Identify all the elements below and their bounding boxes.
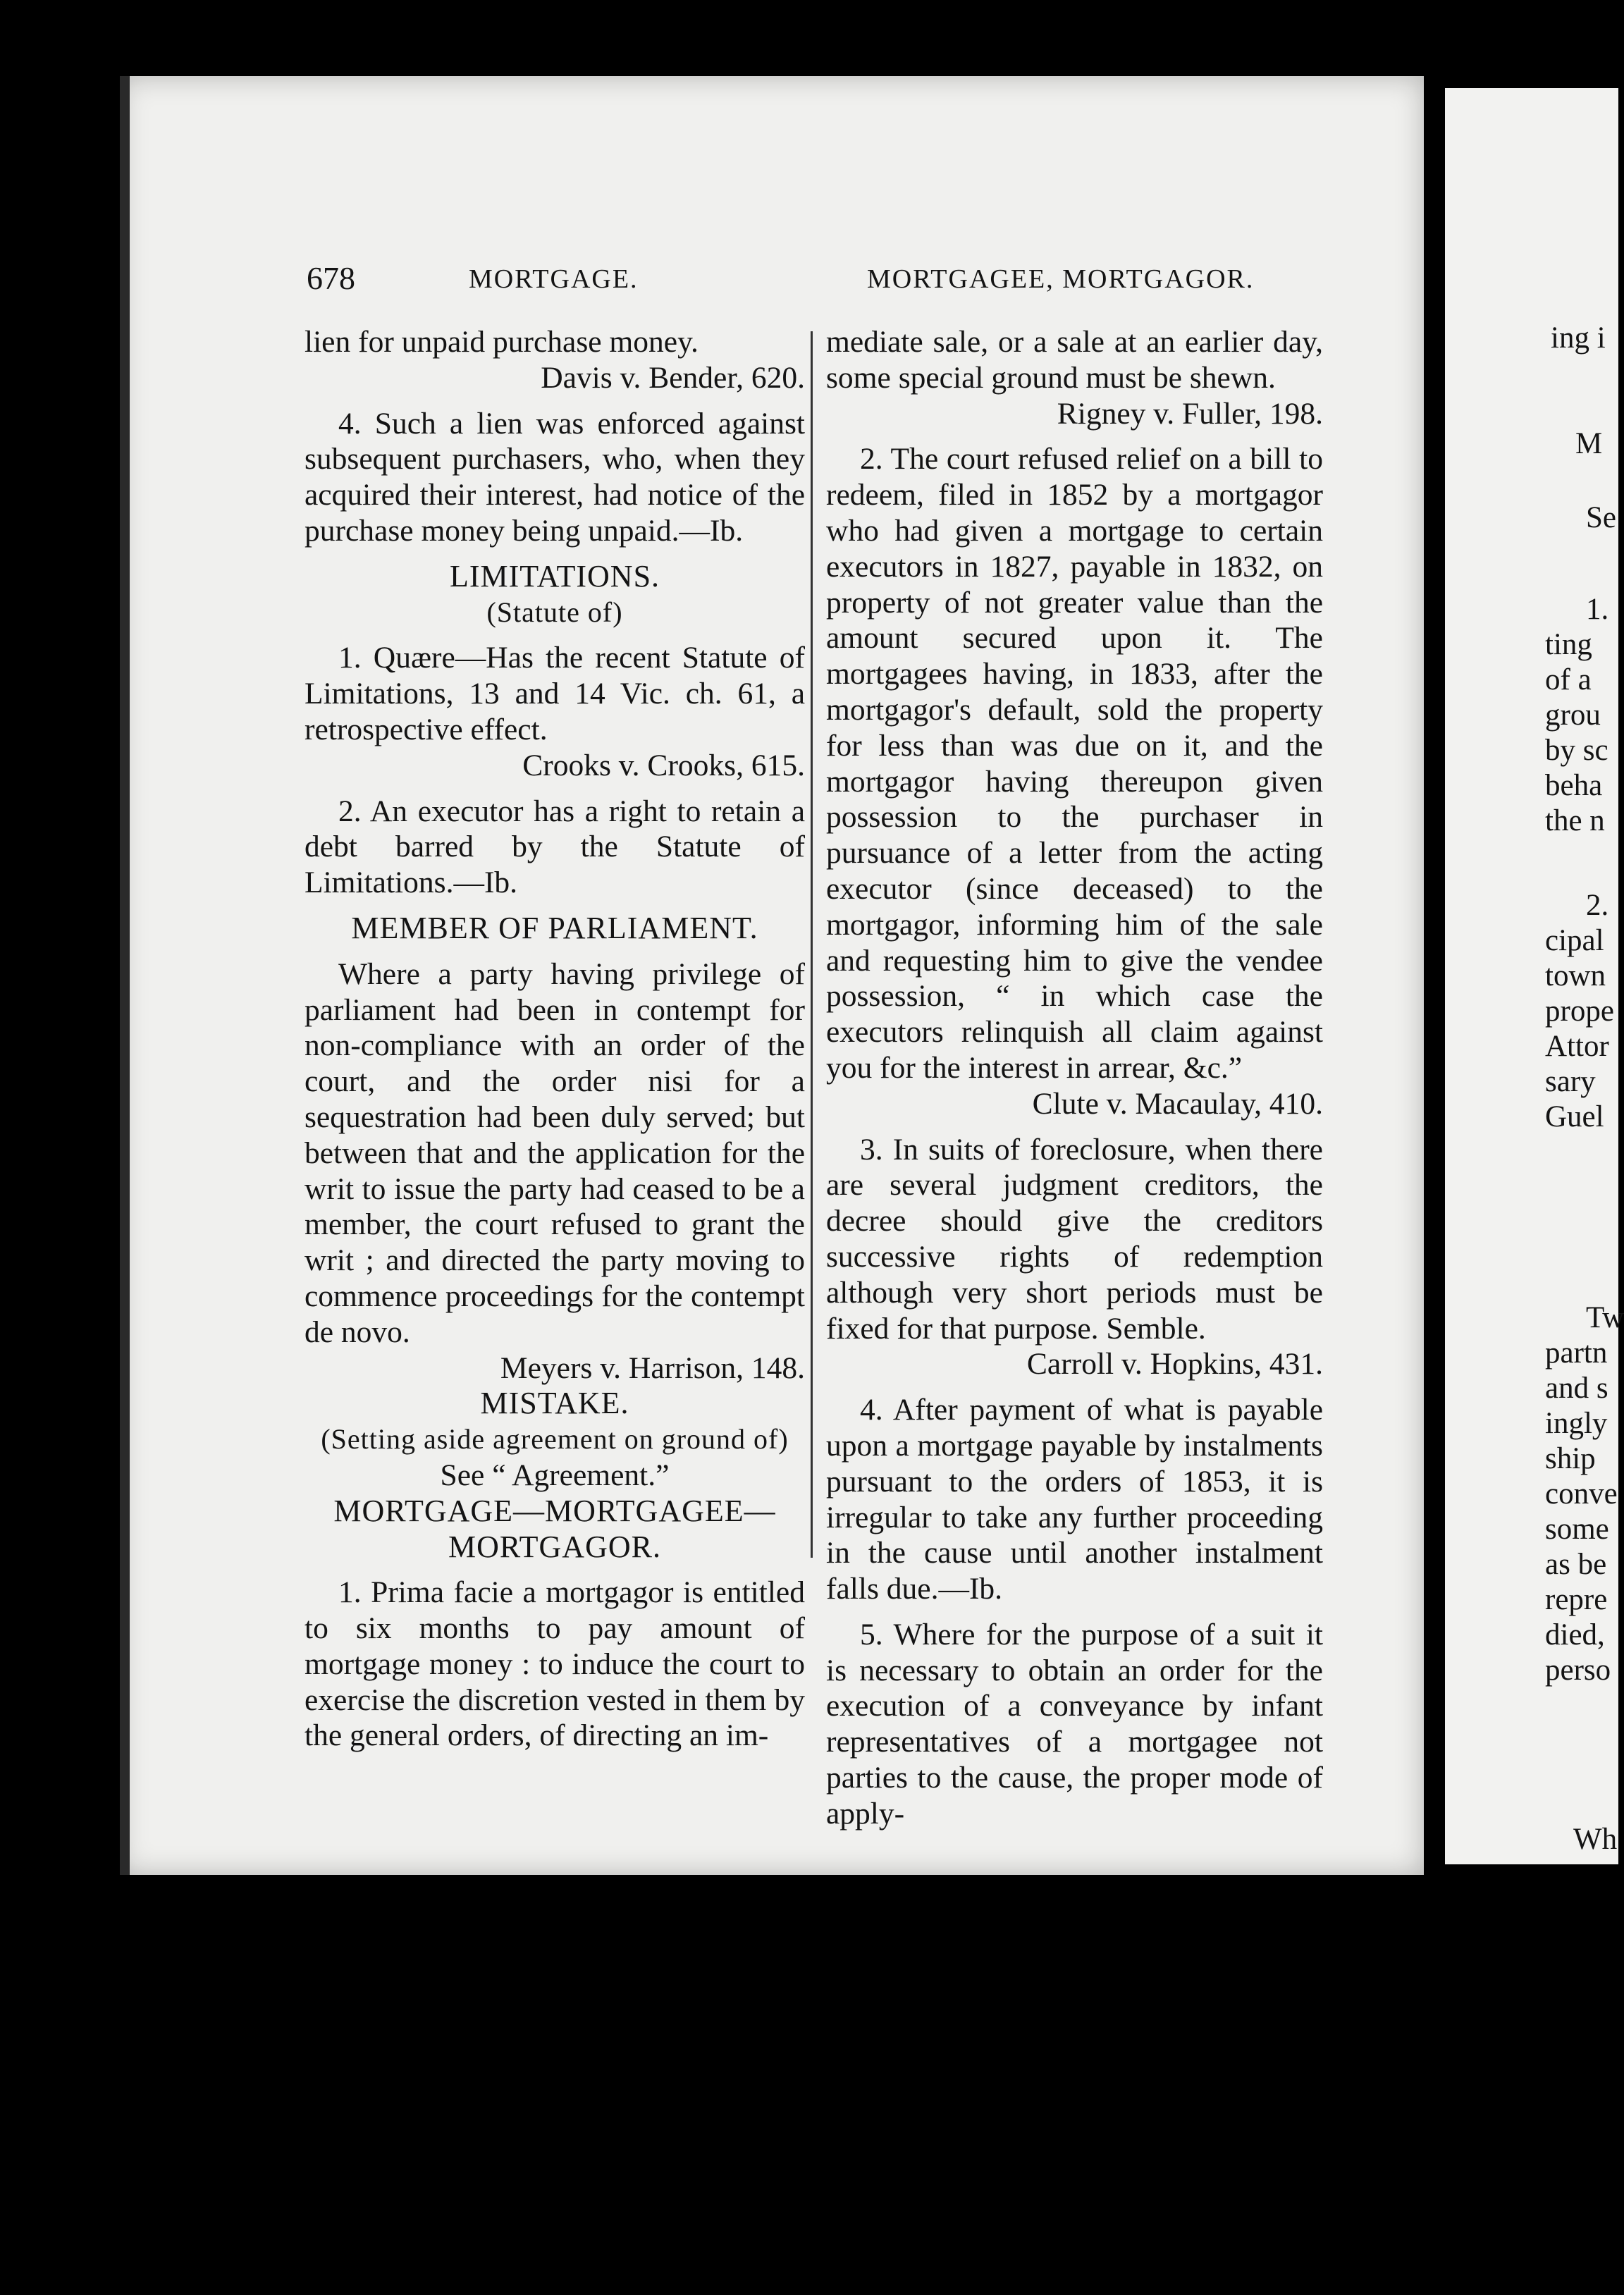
right-column (826, 324, 1323, 1832)
section-heading: MORTGAGE—MORTGAGEE—MORTGAGOR. (333, 1493, 776, 1564)
cross-reference: See “ Agreement.” (440, 1458, 670, 1492)
section-subheading: (Setting aside agreement on ground of) (321, 1423, 789, 1456)
fragment-text: and s (1545, 1372, 1608, 1405)
paragraph-continuation: lien for unpaid purchase money. (304, 325, 699, 359)
fragment-text: cipal (1545, 924, 1604, 957)
fragment-text: repre (1545, 1583, 1608, 1616)
paragraph: 1. Prima facie a mortgagor is entitled to six months to pay amount of mortgage money : to induce the court to exercise the discretion vested in them by the general orders, of directing an im- (304, 1575, 805, 1753)
section-heading: LIMITATIONS. (449, 558, 660, 593)
fragment-text: perso (1545, 1654, 1611, 1687)
fragment-text: ingly (1545, 1407, 1608, 1440)
fragment-text: Tw (1586, 1301, 1624, 1334)
fragment-text: partn (1545, 1336, 1608, 1370)
fragment-text: 2. (1586, 889, 1609, 922)
section-heading: MEMBER OF PARLIAMENT. (351, 910, 758, 945)
paragraph: 4. After payment of what is payable upon a mortgage payable by instalments pursuant to the orders of 1853, it is irregular to take any further proceeding in the cause until another instalment falls due.—Ib. (826, 1393, 1323, 1606)
fragment-text: Wh (1573, 1823, 1618, 1856)
section-subheading: (Statute of) (486, 596, 623, 628)
fragment-text: as be (1545, 1548, 1607, 1581)
section-heading: MISTAKE. (480, 1386, 629, 1421)
fragment-text: died, (1545, 1618, 1605, 1651)
paragraph: 1. Quære—Has the recent Statute of Limitations, 13 and 14 Vic. ch. 61, a retrospective effect. (304, 641, 805, 746)
case-citation: Meyers v. Harrison, 148. (500, 1350, 805, 1385)
case-citation: Clute v. Macaulay, 410. (1032, 1086, 1323, 1121)
running-head (307, 259, 1308, 302)
fragment-text: the n (1545, 804, 1605, 837)
fragment-text: Se (1586, 501, 1616, 534)
paragraph: Where a party having privilege of parliament had been in contempt for non-compliance with an order of the court, and the order nisi for a sequestration had been duly served; but between that and the application for the writ to issue the party had ceased to be a member, the court refused to grant the writ ; and directed the party moving to commence proceedings for the contempt de novo. (304, 956, 805, 1349)
fragment-text: Guel (1545, 1100, 1604, 1133)
fragment-text: grou (1545, 699, 1601, 732)
facing-page-fragment (1445, 88, 1624, 1864)
fragment-text: by sc (1545, 734, 1608, 767)
page-number: 678 (307, 260, 355, 296)
fragment-text: beha (1545, 769, 1603, 802)
column-rule (811, 331, 813, 1558)
left-column (304, 324, 805, 1754)
fragment-text: town (1545, 959, 1606, 992)
paragraph: 5. Where for the purpose of a suit it is necessary to obtain an order for the execution of a conveyance by infant representatives of a mortgagee not parties to the cause, the proper mode of apply- (826, 1617, 1323, 1831)
fragment-text: ship (1545, 1442, 1596, 1475)
fragment-text: ing i (1551, 321, 1606, 355)
fragment-text: conve (1545, 1477, 1618, 1510)
case-citation: Carroll v. Hopkins, 431. (1026, 1347, 1323, 1382)
paragraph: 3. In suits of foreclosure, when there are several judgment creditors, the decree should give the creditors successive rights of redemption although very short periods must be fixed for that purpose. Semble. (826, 1132, 1323, 1346)
right-running-title: MORTGAGEE, MORTGAGOR. (867, 264, 1255, 294)
case-citation: Davis v. Bender, 620. (541, 360, 805, 395)
fragment-text: sary (1545, 1065, 1596, 1098)
fragment-text: of a (1545, 663, 1592, 696)
fragment-text: ting (1545, 628, 1592, 661)
case-citation: Rigney v. Fuller, 198. (1057, 396, 1323, 431)
fragment-text: some (1545, 1513, 1609, 1546)
fragment-text: prope (1545, 995, 1614, 1028)
fragment-text: M (1575, 427, 1603, 460)
paragraph-continuation: mediate sale, or a sale at an earlier day, some special ground must be shewn. (826, 325, 1323, 395)
case-citation: Crooks v. Crooks, 615. (522, 748, 805, 782)
fragment-text: 1. (1586, 593, 1609, 626)
paragraph: 4. Such a lien was enforced against subsequent purchasers, who, when they acquired their interest, had notice of the purchase money being unpaid.—Ib. (304, 406, 805, 548)
paragraph: 2. The court refused relief on a bill to redeem, filed in 1852 by a mortgagor who had given a mortgage to certain executors in 1827, payable in 1832, on property of not greater value than the amount secured upon it. The mortgagees having, in 1833, after the mortgagor's default, sold the property for less than was due on it, and the mortgagor having thereupon given possession to the purchaser in pursuance of a letter from the acting executor (since deceased) to the mortgagor, informing him of the sale and requesting him to give the vendee possession, “ in which case the executors relinquish all claim against you for the interest in arrear, &c.” (826, 442, 1323, 1085)
fragment-text: Attor (1545, 1030, 1609, 1063)
paragraph: 2. An executor has a right to retain a debt barred by the Statute of Limitations.—Ib. (304, 794, 805, 900)
left-running-title: MORTGAGE. (469, 264, 639, 294)
